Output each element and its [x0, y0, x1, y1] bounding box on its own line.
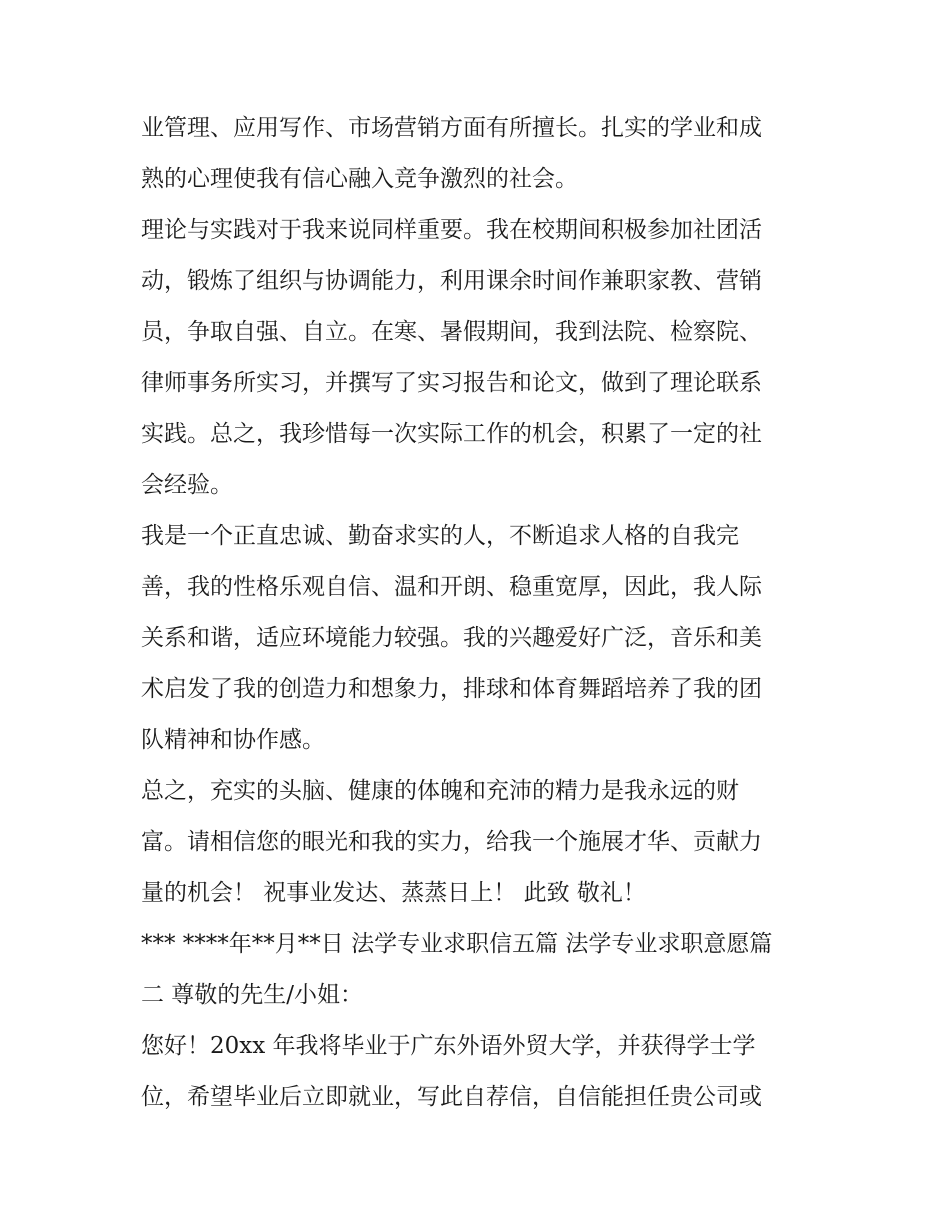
text-line: 您好！20xx 年我将毕业于广东外语外贸大学，并获得学士学 [141, 1033, 756, 1059]
text-line: 队精神和协作感。 [141, 727, 325, 753]
text-line: 会经验。 [141, 472, 233, 498]
text-line: 动，锻炼了组织与协调能力，利用课余时间作兼职家教、营销 [141, 268, 762, 294]
text-line: 业管理、应用写作、市场营销方面有所擅长。扎实的学业和成 [141, 115, 762, 141]
text-line: 总之，充实的头脑、健康的体魄和充沛的精力是我永远的财 [141, 778, 739, 804]
text-line: 我是一个正直忠诚、勤奋求实的人，不断追求人格的自我完 [141, 523, 739, 549]
text-line: *** ****年**月**日 法学专业求职信五篇 法学专业求职意愿篇 [141, 931, 773, 957]
text-line: 术启发了我的创造力和想象力，排球和体育舞蹈培养了我的团 [141, 676, 762, 702]
text-line: 量的机会！ 祝事业发达、蒸蒸日上！ 此致 敬礼！ [141, 880, 646, 906]
text-line: 实践。总之，我珍惜每一次实际工作的机会，积累了一定的社 [141, 421, 762, 447]
text-line: 理论与实践对于我来说同样重要。我在校期间积极参加社团活 [141, 217, 762, 243]
text-line: 善，我的性格乐观自信、温和开朗、稳重宽厚，因此，我人际 [141, 574, 762, 600]
text-line: 员，争取自强、自立。在寒、暑假期间，我到法院、检察院、 [141, 319, 762, 345]
text-line: 律师事务所实习，并撰写了实习报告和论文，做到了理论联系 [141, 370, 762, 396]
text-line: 二 尊敬的先生/小姐： [141, 982, 364, 1008]
text-line: 关系和谐，适应环境能力较强。我的兴趣爱好广泛，音乐和美 [141, 625, 762, 651]
body-text [141, 103, 821, 1123]
text-line: 位，希望毕业后立即就业，写此自荐信，自信能担任贵公司或 [141, 1084, 762, 1110]
text-line: 富。请相信您的眼光和我的实力，给我一个施展才华、贡献力 [141, 829, 762, 855]
text-line: 熟的心理使我有信心融入竞争激烈的社会。 [141, 166, 578, 192]
